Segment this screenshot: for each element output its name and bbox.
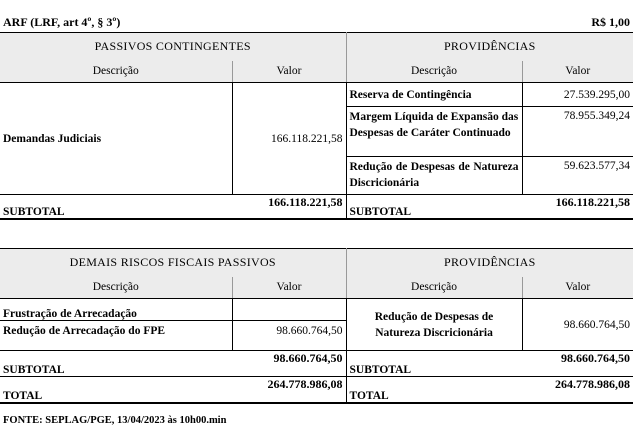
table1-col-desc-right: Descrição bbox=[346, 61, 522, 83]
table2-total-right-value: 264.778.986,08 bbox=[522, 377, 633, 403]
reserva-contingencia-label: Reserva de Contingência bbox=[346, 83, 522, 107]
demandas-judiciais-label: Demandas Judiciais bbox=[0, 83, 232, 195]
currency-unit: R$ 1,00 bbox=[591, 15, 630, 29]
table2-col-valor-left: Valor bbox=[232, 277, 346, 299]
reserva-contingencia-value: 27.539.295,00 bbox=[522, 83, 633, 107]
source-footnote: FONTE: SEPLAG/PGE, 13/04/2023 às 10h00.min bbox=[3, 415, 227, 426]
table1-subtotal-right-value: 166.118.221,58 bbox=[522, 195, 633, 219]
demais-riscos-table bbox=[0, 248, 633, 404]
table2-subtotal-left-label: SUBTOTAL bbox=[0, 351, 232, 377]
table1-subtotal-left-value: 166.118.221,58 bbox=[232, 195, 346, 219]
reducao-despesas-label: Redução de Despesas de Natureza Discricionária bbox=[346, 157, 522, 195]
table2-right-title: PROVIDÊNCIAS bbox=[346, 249, 633, 277]
frustracao-arrecadacao-label: Frustração de Arrecadação bbox=[0, 299, 232, 321]
passivos-contingentes-table bbox=[0, 32, 633, 220]
table2-total-left-value: 264.778.986,08 bbox=[232, 377, 346, 403]
table2-subtotal-right-label: SUBTOTAL bbox=[346, 351, 522, 377]
table2-col-desc-right: Descrição bbox=[346, 277, 522, 299]
table2-total-right-label: TOTAL bbox=[346, 377, 522, 403]
reducao-despesas-2-value: 98.660.764,50 bbox=[563, 318, 631, 331]
table1-col-valor-left: Valor bbox=[232, 61, 346, 83]
table1-left-title: PASSIVOS CONTINGENTES bbox=[0, 33, 346, 61]
table1-col-valor-right: Valor bbox=[522, 61, 633, 83]
table2-col-valor-right: Valor bbox=[522, 277, 633, 299]
table1-right-title: PROVIDÊNCIAS bbox=[346, 33, 633, 61]
reducao-despesas-2-label: Redução de Despesas de Natureza Discricionária bbox=[346, 299, 522, 351]
table2-left-title: DEMAIS RISCOS FISCAIS PASSIVOS bbox=[0, 249, 346, 277]
table1-subtotal-left-label: SUBTOTAL bbox=[0, 195, 232, 219]
report-reference: ARF (LRF, art 4º, § 3º) bbox=[3, 15, 121, 29]
table2-col-desc-left: Descrição bbox=[0, 277, 232, 299]
table2-total-left-label: TOTAL bbox=[0, 377, 232, 403]
reducao-fpe-value: 98.660.764,50 bbox=[232, 321, 346, 351]
table1-col-desc-left: Descrição bbox=[0, 61, 232, 83]
demandas-judiciais-value: 166.118.221,58 bbox=[232, 83, 346, 195]
table1-subtotal-right-label: SUBTOTAL bbox=[346, 195, 522, 219]
table2-subtotal-right-value: 98.660.764,50 bbox=[522, 351, 633, 377]
reducao-fpe-label: Redução de Arrecadação do FPE bbox=[0, 321, 232, 351]
margem-liquida-value: 78.955.349,24 bbox=[522, 107, 633, 157]
table2-subtotal-left-value: 98.660.764,50 bbox=[232, 351, 346, 377]
margem-liquida-label: Margem Líquida de Expansão das Despesas de Caráter Continuado bbox=[346, 107, 522, 157]
reducao-despesas-value: 59.623.577,34 bbox=[563, 160, 631, 172]
